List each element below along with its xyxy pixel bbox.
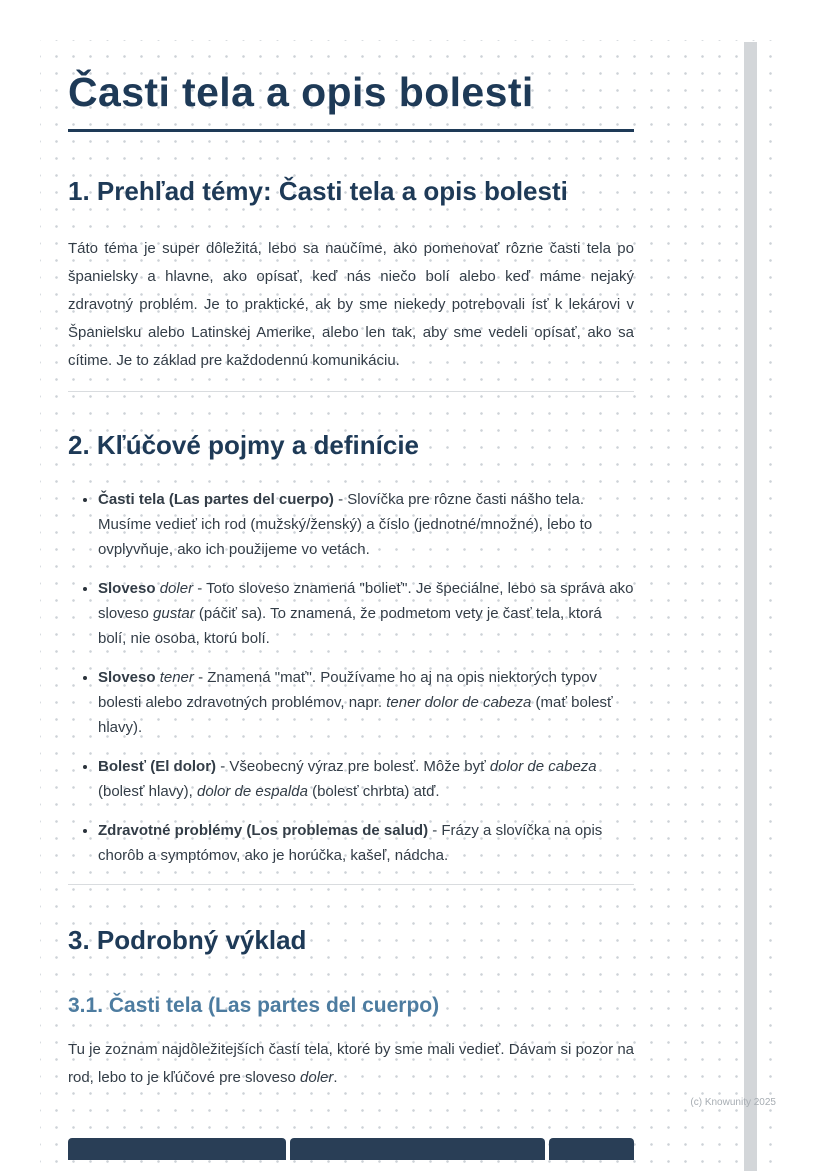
text-run: doler [159,580,194,598]
section-1-heading: 1. Prehľad témy: Časti tela a opis bolesti [68,176,568,207]
key-term-item [98,818,634,868]
section-detail [68,925,634,1091]
section-key-terms [68,430,634,868]
detail-paragraph [68,1036,634,1092]
text-run: (páčiť sa). To znamená, že podmetom vety je časť tela, ktorá bolí, nie osoba, ktorú bolí. [98,605,602,648]
key-term-item [98,487,634,562]
text-run: dolor de espalda [197,783,308,801]
text-run: (bolesť chrbta) atď. [307,783,440,801]
text-run: - Frázy a slovíčka na opis chorôb a symptómov, ako je horúčka, kašeľ, nádcha. [98,822,603,865]
text-run: Tu je zoznam najdôležitejších častí tela, ktoré by sme mali vedieť. Dávam si pozor na rod, lebo to je kľúčové pre sloveso [68,1040,634,1086]
text-run: Bolesť (El dolor) [98,758,217,776]
page-title: Časti tela a opis bolesti [68,69,534,115]
key-terms-list [68,487,634,868]
text-run: Časti tela (Las partes del cuerpo) [98,491,334,509]
text-run: tener [159,669,194,687]
text-run: doler [300,1068,334,1086]
section-divider [68,884,634,885]
overview-paragraph: Táto téma je super dôležitá, lebo sa naučíme, ako pomenovať rôzne časti tela po španielsky a hlavne, ako opísať, keď nás niečo bolí alebo keď máme nejaký zdravotný problém. Je to praktické, ak by sme niekedy potrebovali ísť k lekárovi v Španielsku alebo Latinskej Amerike, alebo len tak, aby sme vedeli opísať, ako sa cítime. Je to základ pre každodennú komunikáciu. [68,240,634,370]
text-run: dolor de cabeza [489,758,597,776]
table-header-cell [549,1138,634,1160]
title-divider [68,129,634,132]
document-page [40,40,776,1171]
scrollbar[interactable] [744,42,757,1171]
text-run: - Všeobecný výraz pre bolesť. Môže byť [216,758,490,776]
text-run: - Slovíčka pre rôzne časti nášho tela. Musíme vedieť ich rod (mužský/ženský) a číslo (jednotné/množné), lebo to ovplyvňuje, ako ich použijeme vo vetách. [98,491,593,559]
text-run: (mať bolesť hlavy). [98,694,613,737]
text-run: - Znamená "mať". Používame ho aj na opis niektorých typov bolesti alebo zdravotných problémov, napr. [98,669,598,712]
text-run: gustar [153,605,195,623]
document-content [68,70,634,1160]
table-header-cell [290,1138,545,1160]
text-run: Sloveso [98,669,160,687]
text-run: (bolesť hlavy), [98,783,197,801]
section-divider [68,391,634,392]
section-overview [68,176,634,375]
section-2-heading: 2. Kľúčové pojmy a definície [68,430,420,461]
key-term-item [98,665,634,740]
text-run: Zdravotné problémy (Los problemas de salud) [98,822,429,840]
text-run: Sloveso [98,580,160,598]
text-run: . [333,1068,338,1086]
table-header-cell [68,1138,286,1160]
key-term-item [98,754,634,804]
key-term-item [98,576,634,651]
section-3-heading: 3. Podrobný výklad [68,925,307,956]
table-header-row [68,1138,634,1160]
watermark: (c) Knowunity 2025 [690,1097,776,1108]
text-run: - Toto sloveso znamená "bolieť". Je špeciálne, lebo sa správa ako sloveso [98,580,634,623]
text-run: tener dolor de cabeza [386,694,532,712]
section-3-1-heading: 3.1. Časti tela (Las partes del cuerpo) [68,993,440,1017]
